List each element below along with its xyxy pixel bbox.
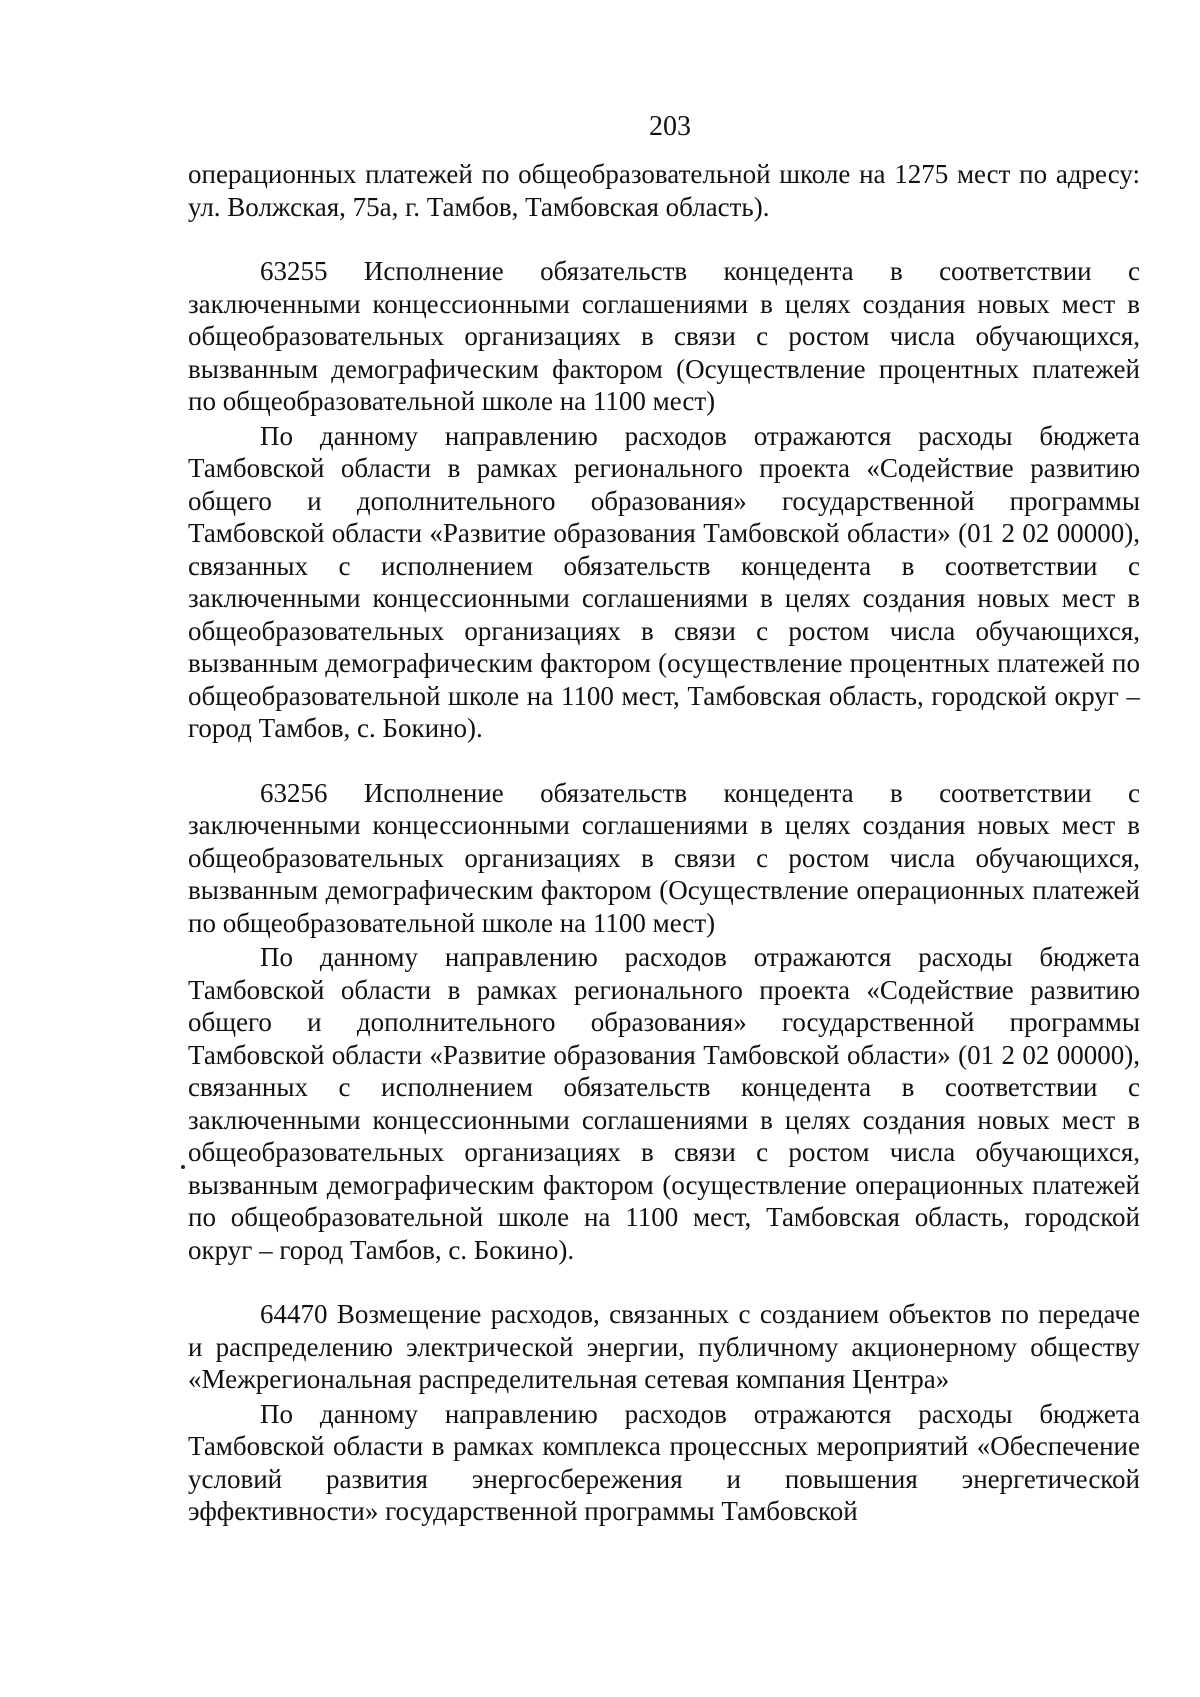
section-description-63256: По данному направлению расходов отражаются расходы бюджета Тамбовской области в рамках регионального проекта «Содействие развитию общего и дополнительного образования» государственной программы Тамбовской области «Развитие образования Тамбовской области» (01 2 02 00000), связанных с исполнением обязательств концедента в соответствии с заключенными концессионными соглашениями в целях создания новых мест в общеобразовательных организациях в связи с ростом числа обучающихся, вызванным демографическим фактором (осуществление операционных платежей по общеобразовательной школе на 1100 мест, Тамбовская область, городской округ – город Тамбов, с. Бокино). — [188, 942, 1140, 1265]
continued-paragraph: операционных платежей по общеобразовательной школе на 1275 мест по адресу: ул. Волжская, 75а, г. Тамбов, Тамбовская область). — [188, 159, 1140, 222]
document-body — [188, 158, 1140, 1528]
page-number: 203 — [649, 111, 691, 142]
section-description-63255: По данному направлению расходов отражаются расходы бюджета Тамбовской области в рамках регионального проекта «Содействие развитию общего и дополнительного образования» государственной программы Тамбовской области «Развитие образования Тамбовской области» (01 2 02 00000), связанных с исполнением обязательств концедента в соответствии с заключенными концессионными соглашениями в целях создания новых мест в общеобразовательных организациях в связи с ростом числа обучающихся, вызванным демографическим фактором (осуществление процентных платежей по общеобразовательной школе на 1100 мест, Тамбовская область, городской округ – город Тамбов, с. Бокино). — [188, 420, 1140, 743]
scan-speck — [181, 1165, 185, 1169]
section-heading-63256: 63256 Исполнение обязательств концедента в соответствии с заключенными концессионными соглашениями в целях создания новых мест в общеобразовательных организациях в связи с ростом числа обучающихся, вызванным демографическим фактором (Осуществление операционных платежей по общеобразовательной школе на 1100 мест) — [188, 777, 1140, 938]
section-heading-63255: 63255 Исполнение обязательств концедента в соответствии с заключенными концессионными соглашениями в целях создания новых мест в общеобразовательных организациях в связи с ростом числа обучающихся, вызванным демографическим фактором (Осуществление процентных платежей по общеобразовательной школе на 1100 мест) — [188, 256, 1140, 416]
section-description-64470: По данному направлению расходов отражаются расходы бюджета Тамбовской области в рамках комплекса процессных мероприятий «Обеспечение условий развития энергосбережения и повышения энергетической эффективности» государственной программы Тамбовской — [188, 1398, 1140, 1526]
section-heading-64470: 64470 Возмещение расходов, связанных с созданием объектов по передаче и распределению электрической энергии, публичному акционерному обществу «Межрегиональная распределительная сетевая компания Центра» — [188, 1299, 1140, 1394]
